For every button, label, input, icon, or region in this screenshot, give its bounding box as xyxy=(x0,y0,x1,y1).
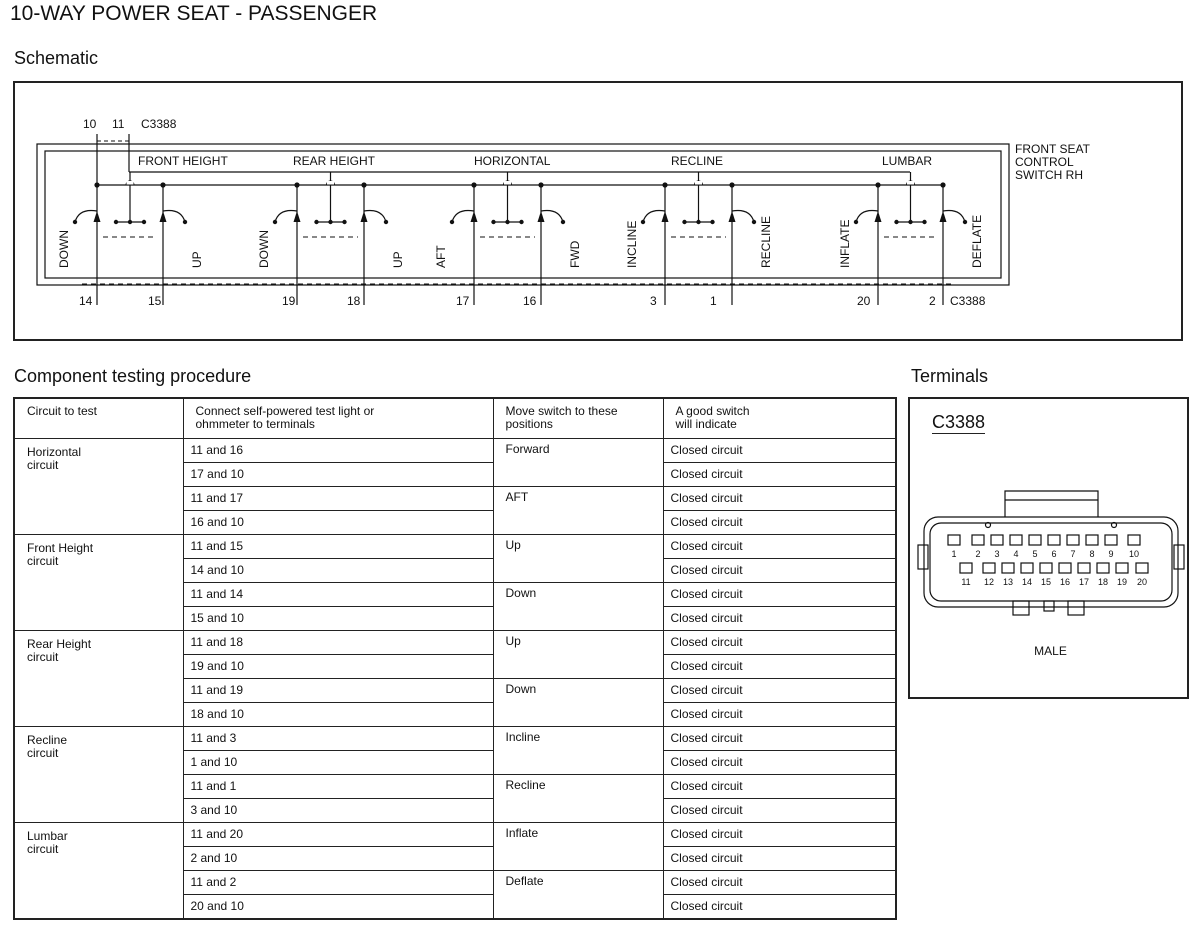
switch-position-cell: Forward xyxy=(493,438,663,486)
terminal-number: 2 xyxy=(975,549,981,559)
terminal-cavity xyxy=(1059,563,1071,573)
result-cell: Closed circuit xyxy=(663,630,896,654)
connector-gender: MALE xyxy=(1034,644,1067,658)
switch-position-cell: Up xyxy=(493,534,663,582)
terminals-cell: 2 and 10 xyxy=(183,846,493,870)
terminals-cell: 11 and 1 xyxy=(183,774,493,798)
header-terminals: Connect self-powered test light or ohmmeter to terminals xyxy=(183,398,493,438)
terminals-cell: 1 and 10 xyxy=(183,750,493,774)
terminal-number: 9 xyxy=(1108,549,1114,559)
terminal-cavity xyxy=(1128,535,1140,545)
terminal-number: 16 xyxy=(1059,577,1071,587)
result-cell: Closed circuit xyxy=(663,606,896,630)
bottom-pin-label: 18 xyxy=(347,294,361,308)
table-row xyxy=(14,822,896,846)
header-positions: Move switch to these positions xyxy=(493,398,663,438)
result-cell: Closed circuit xyxy=(663,774,896,798)
direction-label-left: AFT xyxy=(434,245,448,268)
result-cell: Closed circuit xyxy=(663,582,896,606)
terminal-cavity xyxy=(1010,535,1022,545)
terminal-cavity xyxy=(1029,535,1041,545)
side-key-right xyxy=(1174,545,1184,569)
procedure-heading: Component testing procedure xyxy=(14,366,252,386)
result-cell: Closed circuit xyxy=(663,870,896,894)
terminals-cell: 14 and 10 xyxy=(183,558,493,582)
switch-position-cell: Incline xyxy=(493,726,663,774)
result-cell: Closed circuit xyxy=(663,750,896,774)
bottom-pin-label: 17 xyxy=(456,294,470,308)
bottom-key-1 xyxy=(1013,601,1029,615)
circuit-name-cell: Lumbar circuit xyxy=(14,822,183,919)
terminals-cell: 20 and 10 xyxy=(183,894,493,919)
result-cell: Closed circuit xyxy=(663,726,896,750)
section-label-3: RECLINE xyxy=(671,154,724,168)
terminal-cavity xyxy=(1048,535,1060,545)
bottom-pin-label: 19 xyxy=(282,294,296,308)
switch-position-cell: Up xyxy=(493,630,663,678)
terminals-cell: 11 and 16 xyxy=(183,438,493,462)
result-cell: Closed circuit xyxy=(663,510,896,534)
terminals-cell: 18 and 10 xyxy=(183,702,493,726)
terminal-number: 19 xyxy=(1116,577,1128,587)
direction-label-left: DOWN xyxy=(257,230,271,268)
terminals-cell: 11 and 15 xyxy=(183,534,493,558)
terminal-cavity xyxy=(948,535,960,545)
terminals-cell: 11 and 14 xyxy=(183,582,493,606)
section-label-2: HORIZONTAL xyxy=(474,154,551,168)
result-cell: Closed circuit xyxy=(663,678,896,702)
terminals-cell: 11 and 2 xyxy=(183,870,493,894)
terminal-number: 14 xyxy=(1021,577,1033,587)
bottom-pin-label: 20 xyxy=(857,294,871,308)
circuit-name-cell: Front Height circuit xyxy=(14,534,183,630)
result-cell: Closed circuit xyxy=(663,798,896,822)
bottom-pin-label: 3 xyxy=(650,294,657,308)
terminal-number: 1 xyxy=(951,549,957,559)
terminal-number: 10 xyxy=(1128,549,1140,559)
pin-label-11: 11 xyxy=(112,117,125,131)
switch-position-cell: AFT xyxy=(493,486,663,534)
switch-label-line: FRONT SEAT xyxy=(1015,142,1090,156)
bottom-connector-label: C3388 xyxy=(950,294,986,308)
terminal-number: 7 xyxy=(1070,549,1076,559)
terminal-number: 3 xyxy=(994,549,1000,559)
terminals-cell: 11 and 20 xyxy=(183,822,493,846)
switch-position-cell: Deflate xyxy=(493,870,663,919)
terminal-cavity xyxy=(1078,563,1090,573)
terminals-cell: 19 and 10 xyxy=(183,654,493,678)
terminals-frame xyxy=(908,397,1189,699)
terminals-heading: Terminals xyxy=(911,366,989,386)
circuit-name-cell: Horizontal circuit xyxy=(14,438,183,534)
terminal-number: 6 xyxy=(1051,549,1057,559)
switch-position-cell: Down xyxy=(493,678,663,726)
connector-body-outer xyxy=(924,517,1178,607)
schematic-frame xyxy=(13,81,1183,341)
direction-label-left: DOWN xyxy=(57,230,71,268)
terminal-cavity xyxy=(1105,535,1117,545)
result-cell: Closed circuit xyxy=(663,486,896,510)
terminals-cell: 17 and 10 xyxy=(183,462,493,486)
result-cell: Closed circuit xyxy=(663,846,896,870)
direction-label-right: DEFLATE xyxy=(970,214,984,268)
direction-label-right: UP xyxy=(190,251,204,268)
terminal-cavity xyxy=(1040,563,1052,573)
section-label-4: LUMBAR xyxy=(882,154,933,168)
result-cell: Closed circuit xyxy=(663,654,896,678)
table-row xyxy=(14,534,896,558)
terminal-cavity xyxy=(991,535,1003,545)
result-cell: Closed circuit xyxy=(663,894,896,919)
direction-label-left: INFLATE xyxy=(838,219,852,268)
terminals-cell: 11 and 19 xyxy=(183,678,493,702)
terminal-cavity xyxy=(960,563,972,573)
schematic-heading: Schematic xyxy=(14,48,99,68)
terminals-cell: 16 and 10 xyxy=(183,510,493,534)
table-row xyxy=(14,630,896,654)
terminal-cavity xyxy=(972,535,984,545)
top-connector-label: C3388 xyxy=(141,117,177,131)
terminal-number: 17 xyxy=(1078,577,1090,587)
table-header-row xyxy=(14,398,896,438)
terminals-cell: 11 and 17 xyxy=(183,486,493,510)
switch-label-line: CONTROL xyxy=(1015,155,1074,169)
switch-position-cell: Inflate xyxy=(493,822,663,870)
result-cell: Closed circuit xyxy=(663,462,896,486)
header-result: A good switch will indicate xyxy=(663,398,896,438)
terminal-cavity xyxy=(1086,535,1098,545)
terminal-number: 13 xyxy=(1002,577,1014,587)
bottom-pin-label: 16 xyxy=(523,294,537,308)
terminal-cavity xyxy=(1116,563,1128,573)
terminals-cell: 11 and 18 xyxy=(183,630,493,654)
table-row xyxy=(14,438,896,462)
switch-position-cell: Recline xyxy=(493,774,663,822)
side-key-left xyxy=(918,545,928,569)
switch-label-line: SWITCH RH xyxy=(1015,168,1083,182)
result-cell: Closed circuit xyxy=(663,534,896,558)
terminal-cavity xyxy=(983,563,995,573)
terminals-cell: 3 and 10 xyxy=(183,798,493,822)
testing-procedure-table xyxy=(13,397,897,920)
section-label-0: FRONT HEIGHT xyxy=(138,154,228,168)
terminal-cavity xyxy=(1021,563,1033,573)
header-circuit: Circuit to test xyxy=(14,398,183,438)
terminal-number: 15 xyxy=(1040,577,1052,587)
direction-label-right: UP xyxy=(391,251,405,268)
bottom-pin-label: 14 xyxy=(79,294,93,308)
terminal-number: 20 xyxy=(1136,577,1148,587)
bottom-pin-label: 2 xyxy=(929,294,936,308)
terminal-number: 5 xyxy=(1032,549,1038,559)
table-row xyxy=(14,726,896,750)
page-title: 10-WAY POWER SEAT - PASSENGER xyxy=(10,2,378,25)
bottom-pin-label: 15 xyxy=(148,294,162,308)
direction-label-right: RECLINE xyxy=(759,215,773,268)
result-cell: Closed circuit xyxy=(663,822,896,846)
terminal-cavity xyxy=(1002,563,1014,573)
terminal-connector-id: C3388 xyxy=(932,412,986,432)
result-cell: Closed circuit xyxy=(663,438,896,462)
direction-label-right: FWD xyxy=(568,240,582,268)
result-cell: Closed circuit xyxy=(663,558,896,582)
terminals-cell: 11 and 3 xyxy=(183,726,493,750)
terminal-number: 11 xyxy=(961,577,971,587)
bottom-key-2 xyxy=(1044,601,1054,611)
connector-latch xyxy=(1005,491,1098,517)
terminal-number: 18 xyxy=(1097,577,1109,587)
terminals-cell: 15 and 10 xyxy=(183,606,493,630)
terminal-cavity xyxy=(1067,535,1079,545)
switch-position-cell: Down xyxy=(493,582,663,630)
pin-label-10: 10 xyxy=(83,117,97,131)
terminal-cavity xyxy=(1097,563,1109,573)
terminal-cavity xyxy=(1136,563,1148,573)
bottom-key-3 xyxy=(1068,601,1084,615)
bottom-pin-label: 1 xyxy=(710,294,717,308)
direction-label-left: INCLINE xyxy=(625,220,639,268)
circuit-name-cell: Recline circuit xyxy=(14,726,183,822)
terminal-number: 8 xyxy=(1089,549,1095,559)
section-label-1: REAR HEIGHT xyxy=(293,154,376,168)
result-cell: Closed circuit xyxy=(663,702,896,726)
circuit-name-cell: Rear Height circuit xyxy=(14,630,183,726)
terminal-number: 4 xyxy=(1013,549,1019,559)
terminal-number: 12 xyxy=(983,577,995,587)
